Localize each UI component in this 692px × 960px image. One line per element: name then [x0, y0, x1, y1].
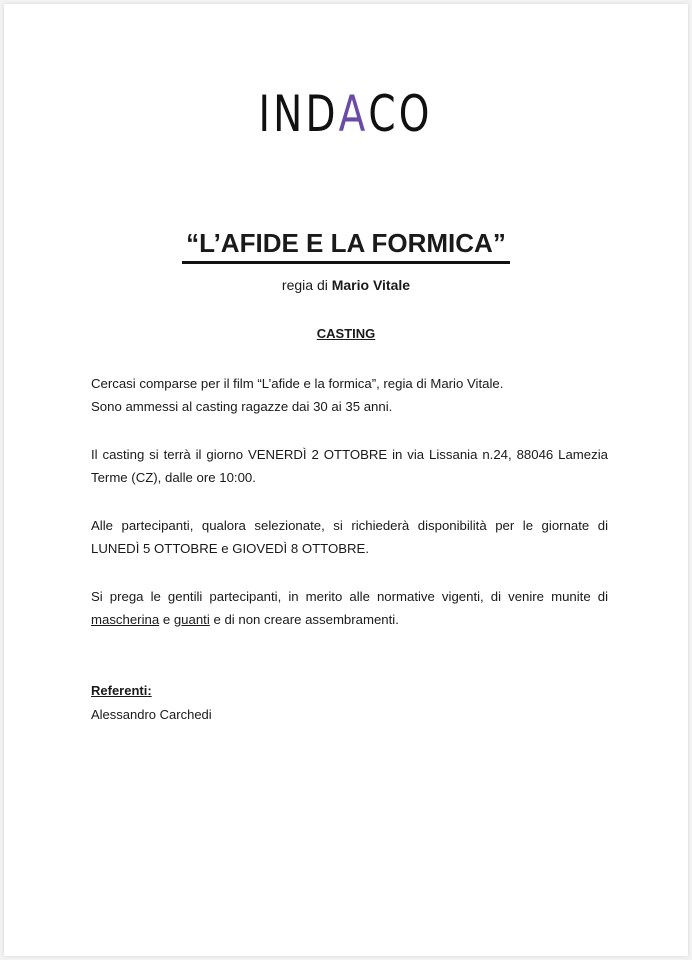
- paragraph-casting-date: Il casting si terrà il giorno VENERDÌ 2 OTTOBRE in via Lissania n.24, 88046 Lamezia Terme (CZ), dalle ore 10:00.: [91, 447, 608, 485]
- film-title-text: “L’AFIDE E LA FORMICA”: [182, 226, 510, 264]
- paragraph-intro: [91, 372, 608, 418]
- regulations-text-3: e di non creare assembramenti.: [209, 612, 399, 627]
- paragraph-availability: Alle partecipanti, qualora selezionate, si richiederà disponibilità per le giornate di LUNEDÌ 5 OTTOBRE e GIOVEDÌ 8 OTTOBRE.: [91, 518, 608, 556]
- indaco-logo: [4, 84, 688, 144]
- director-name: Mario Vitale: [331, 277, 411, 293]
- referents-heading: Referenti:: [91, 683, 152, 698]
- logo-text-end: CO: [368, 85, 434, 143]
- logo-text-start: IND: [258, 85, 340, 143]
- mascherina-text: mascherina: [91, 612, 160, 627]
- guanti-text: guanti: [173, 612, 210, 627]
- director-prefix: regia di: [281, 277, 332, 293]
- paragraph-intro-line-2: Sono ammessi al casting ragazze dai 30 ai 35 anni.: [91, 399, 393, 414]
- regulations-text-2: e: [159, 612, 174, 627]
- film-title: [4, 226, 688, 264]
- paragraph-regulations: [91, 585, 608, 631]
- paragraph-intro-line-1: Cercasi comparse per il film “L’afide e la formica”, regia di Mario Vitale.: [91, 376, 504, 391]
- logo-text-accent: A: [339, 85, 369, 143]
- referent-name: Alessandro Carchedi: [91, 707, 212, 722]
- casting-heading: [4, 324, 688, 344]
- document-page: [4, 4, 688, 956]
- casting-heading-text: CASTING: [316, 326, 376, 341]
- regulations-text-1: Si prega le gentili partecipanti, in merito alle normative vigenti, di venire munite di: [91, 589, 608, 604]
- director-line: [4, 274, 688, 296]
